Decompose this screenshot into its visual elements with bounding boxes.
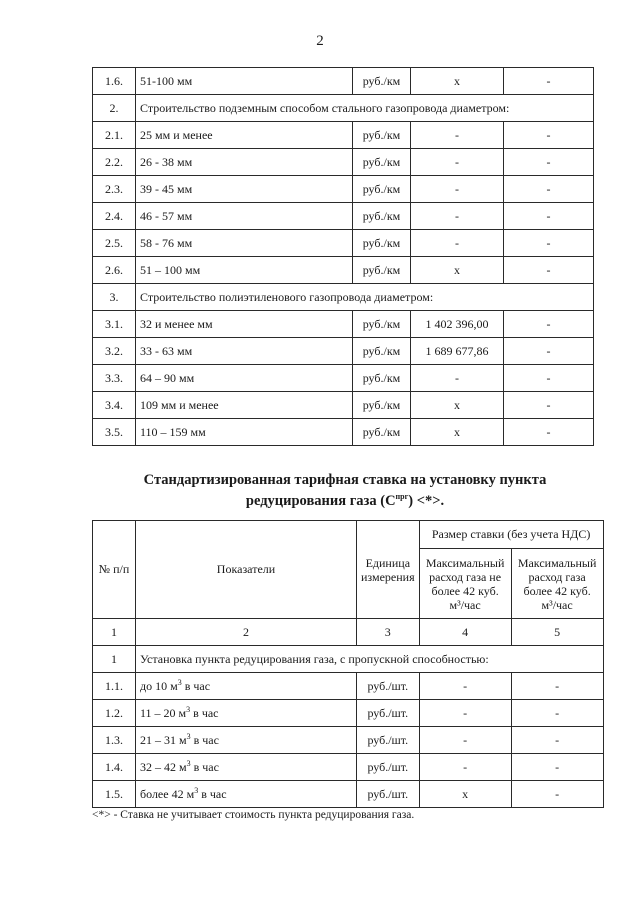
row-number: 3.3. (93, 365, 136, 392)
row-value-2: - (504, 419, 594, 446)
row-unit: руб./км (353, 203, 411, 230)
row-value-1: - (411, 203, 504, 230)
table-row (93, 673, 604, 700)
row-number: 2.1. (93, 122, 136, 149)
header-rate-group: Размер ставки (без учета НДС) (419, 521, 603, 549)
table-row (93, 338, 594, 365)
row-value-1: - (419, 727, 511, 754)
row-value-2: - (504, 203, 594, 230)
row-name: 33 - 63 мм (136, 338, 353, 365)
row-value-2: - (504, 365, 594, 392)
row-value-2: - (504, 149, 594, 176)
heading-line-1: Стандартизированная тарифная ставка на установку пункта (143, 472, 547, 488)
row-name: 26 - 38 мм (136, 149, 353, 176)
row-name: 21 – 31 $м^3$ в час (136, 727, 357, 754)
row-name: 51-100 мм (136, 68, 353, 95)
row-value-1: - (411, 149, 504, 176)
page-number: 2 (316, 33, 324, 49)
row-number: 1.1. (93, 673, 136, 700)
header-col-a: Максимальный расход газа не более 42 куб. м³/час (419, 549, 511, 619)
row-value-1: - (419, 700, 511, 727)
heading-line-2: редуцирования газа $(С^{прг})$ <*>. (245, 492, 445, 509)
row-value-2: - (504, 257, 594, 284)
section-num: 1 (93, 646, 136, 673)
row-value-1: x (411, 392, 504, 419)
row-name: 39 - 45 мм (136, 176, 353, 203)
row-value-2: - (504, 68, 594, 95)
table-row (93, 311, 594, 338)
row-unit: руб./км (353, 257, 411, 284)
table-row (93, 176, 594, 203)
row-number: 3.5. (93, 419, 136, 446)
table-row (93, 781, 604, 808)
table-row (93, 392, 594, 419)
row-number: 2.2. (93, 149, 136, 176)
row-unit: руб./км (353, 149, 411, 176)
row-value-1: - (419, 754, 511, 781)
table-row (93, 230, 594, 257)
row-value-1: x (411, 68, 504, 95)
row-name: 64 – 90 мм (136, 365, 353, 392)
row-value-2: - (511, 673, 603, 700)
row-value-1: x (411, 419, 504, 446)
row-unit: руб./км (353, 419, 411, 446)
row-number: 2.6. (93, 257, 136, 284)
row-unit: руб./км (353, 176, 411, 203)
row-unit: руб./км (353, 68, 411, 95)
row-unit: руб./км (353, 338, 411, 365)
row-number: 2.3. (93, 176, 136, 203)
pipeline-tariff-table (92, 67, 594, 446)
row-number: 2.4. (93, 203, 136, 230)
row-number: 2. (93, 95, 136, 122)
table-row (93, 68, 594, 95)
table-row (93, 365, 594, 392)
row-value-1: - (419, 673, 511, 700)
row-number: 1.6. (93, 68, 136, 95)
row-number: 1.2. (93, 700, 136, 727)
row-value-1: - (411, 230, 504, 257)
table-row (93, 122, 594, 149)
row-name: 109 мм и менее (136, 392, 353, 419)
row-name: 32 и менее мм (136, 311, 353, 338)
pressure-reduction-tariff-table (92, 520, 604, 808)
row-value-2: - (504, 311, 594, 338)
section-row (93, 284, 594, 311)
row-value-2: - (504, 176, 594, 203)
footnote: <*> - Ставка не учитывает стоимость пункта редуцирования газа. (92, 809, 415, 821)
row-unit: руб./км (353, 311, 411, 338)
row-name: 32 – 42 $м^3$ в час (136, 754, 357, 781)
col-number-3: 3 (357, 619, 420, 646)
header-col-b: Максимальный расход газа более 42 куб. м³/час (511, 549, 603, 619)
table-row (93, 419, 594, 446)
row-number: 1.4. (93, 754, 136, 781)
row-unit: руб./шт. (357, 727, 420, 754)
table-row (93, 257, 594, 284)
row-value-2: - (511, 727, 603, 754)
row-unit: руб./км (353, 392, 411, 419)
table-row (93, 149, 594, 176)
row-value-2: - (504, 338, 594, 365)
row-value-2: - (511, 781, 603, 808)
row-name: до 10 $м^3$ в час (136, 673, 357, 700)
row-value-2: - (511, 700, 603, 727)
row-unit: руб./км (353, 230, 411, 257)
header-unit: Единица измерения (357, 521, 420, 619)
row-value-1: 1 402 396,00 (411, 311, 504, 338)
col-number-5: 5 (511, 619, 603, 646)
col-number-4: 4 (419, 619, 511, 646)
row-number: 2.5. (93, 230, 136, 257)
section-title: Строительство подземным способом стального газопровода диаметром: (136, 95, 594, 122)
row-number: 3. (93, 284, 136, 311)
row-value-1: - (411, 365, 504, 392)
row-name: 58 - 76 мм (136, 230, 353, 257)
header-indicators: Показатели (136, 521, 357, 619)
row-value-1: - (411, 122, 504, 149)
row-unit: руб./шт. (357, 700, 420, 727)
col-number-2: 2 (136, 619, 357, 646)
row-unit: руб./км (353, 122, 411, 149)
row-name: 11 – 20 $м^3$ в час (136, 700, 357, 727)
row-value-1: 1 689 677,86 (411, 338, 504, 365)
table-heading (90, 470, 600, 512)
row-number: 3.1. (93, 311, 136, 338)
row-value-1: - (411, 176, 504, 203)
row-name: 25 мм и менее (136, 122, 353, 149)
row-name: 46 - 57 мм (136, 203, 353, 230)
row-value-2: - (504, 122, 594, 149)
table-row (93, 727, 604, 754)
table-row (93, 754, 604, 781)
row-value-2: - (511, 754, 603, 781)
row-name: более 42 $м^3$ в час (136, 781, 357, 808)
table-row (93, 700, 604, 727)
row-number: 1.3. (93, 727, 136, 754)
row-number: 3.4. (93, 392, 136, 419)
header-num: № п/п (93, 521, 136, 619)
row-value-2: - (504, 392, 594, 419)
row-value-1: x (411, 257, 504, 284)
row-number: 1.5. (93, 781, 136, 808)
row-value-1: x (419, 781, 511, 808)
row-unit: руб./шт. (357, 754, 420, 781)
row-value-2: - (504, 230, 594, 257)
row-unit: руб./шт. (357, 673, 420, 700)
table-row (93, 203, 594, 230)
row-number: 3.2. (93, 338, 136, 365)
row-name: 110 – 159 мм (136, 419, 353, 446)
col-number-1: 1 (93, 619, 136, 646)
section-title: Строительство полиэтиленового газопровода диаметром: (136, 284, 594, 311)
section-name: Установка пункта редуцирования газа, с пропускной способностью: (136, 646, 604, 673)
row-unit: руб./шт. (357, 781, 420, 808)
row-unit: руб./км (353, 365, 411, 392)
row-name: 51 – 100 мм (136, 257, 353, 284)
section-row (93, 95, 594, 122)
